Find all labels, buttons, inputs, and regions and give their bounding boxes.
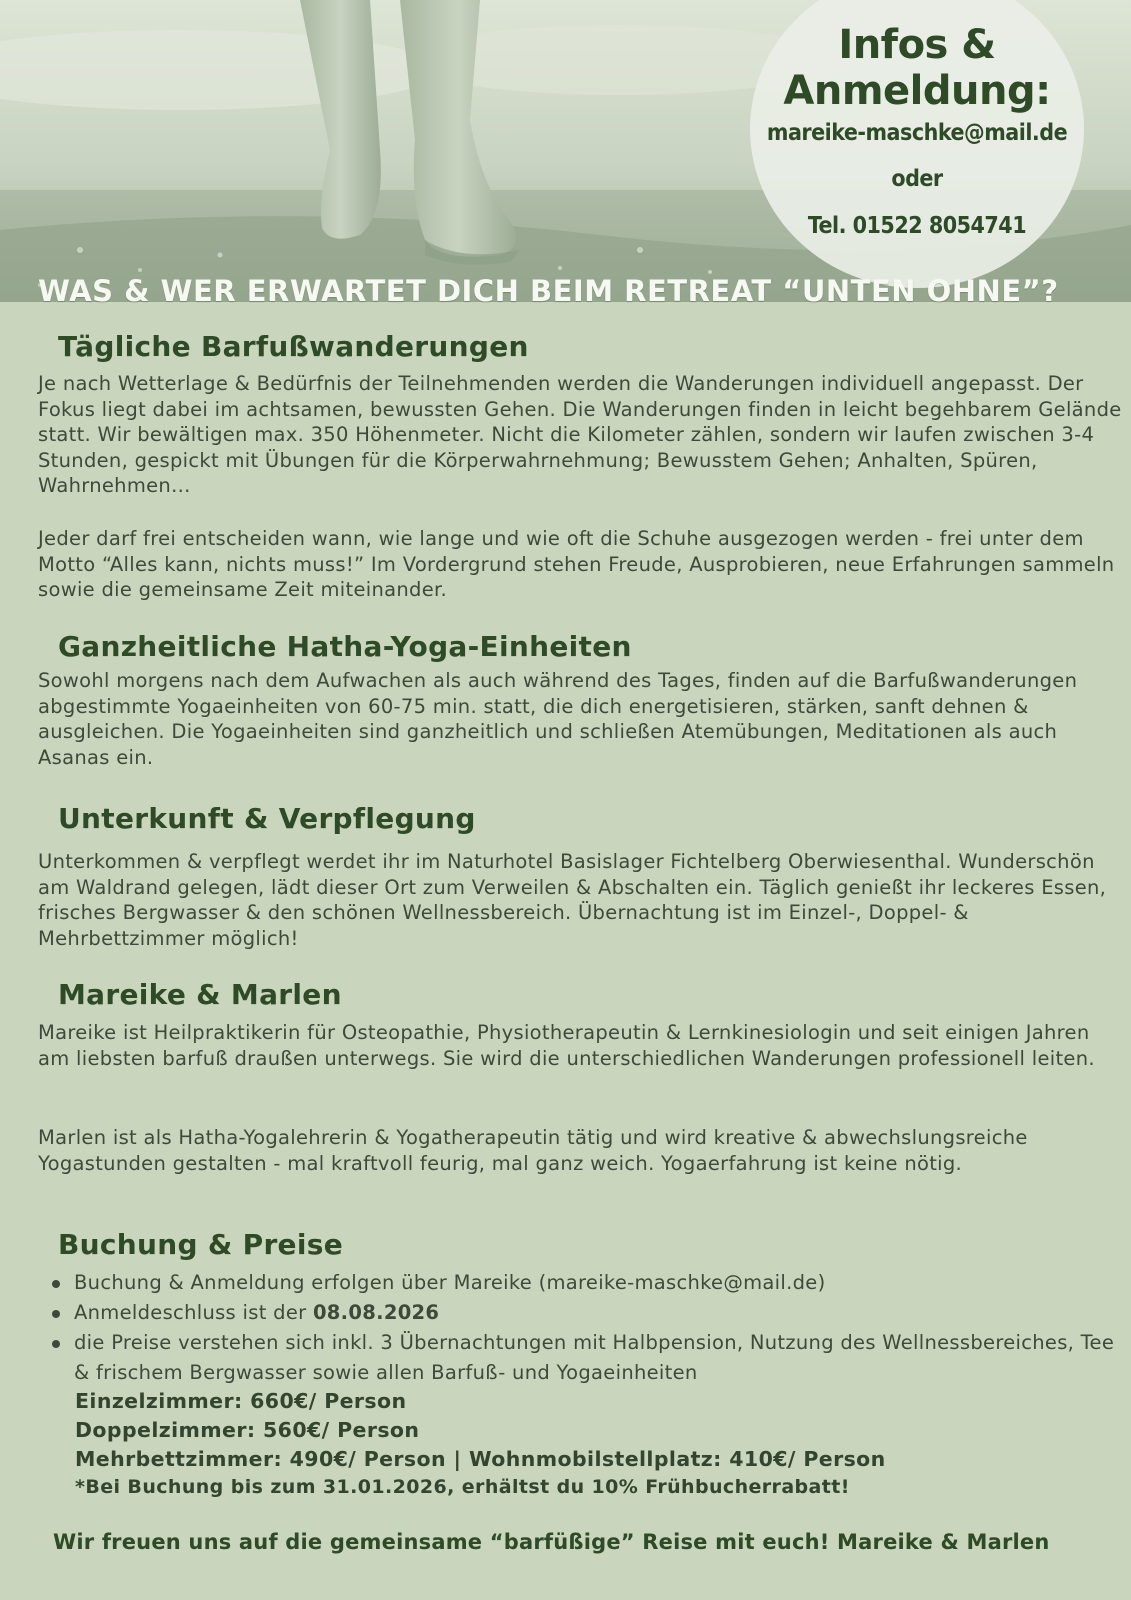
paragraph-barefoot-hikes-1: Je nach Wetterlage & Bedürfnis der Teilnehmenden werden die Wanderungen individuell angepasst. Der Fokus liegt dabei im achtsamen, bewussten Gehen. Die Wanderungen finden in leicht begehbarem Gelände statt. Wir bewältigen max. 350 Höhenmeter. Nicht die Kilometer zählen, sondern wir laufen zwischen 3-4 Stunden, gespickt mit Übungen für die Körperwahrnehmung; Bewusstem Gehen; Anhalten, Spüren, Wahrnehmen... [38,372,1122,497]
list-item [38,1298,1123,1328]
bullet-dot-icon [52,1340,60,1348]
info-title-line2: Anmeldung: [783,68,1051,114]
paragraph-yoga: Sowohl morgens nach dem Aufwachen als auch während des Tages, finden auf die Barfußwanderungen abgestimmte Yogaeinheiten von 60-75 min. statt, die dich energetisieren, stärken, sanft dehnen & ausgleichen. Die Yogaeinheiten sind ganzheitlich und schließen Atemübungen, Meditationen als auch Asanas ein. [38,669,1078,769]
contact-or-label: oder [891,166,943,192]
price-double-room: Doppelzimmer: 560€/ Person [75,1418,420,1442]
section-title-yoga: Ganzheitliche Hatha-Yoga-Einheiten [58,630,632,663]
price-multi-room-and-camper: Mehrbettzimmer: 490€/ Person | Wohnmobilstellplatz: 410€/ Person [75,1447,886,1471]
paragraph-barefoot-hikes-2: Jeder darf frei entscheiden wann, wie lange und wie oft die Schuhe ausgezogen werden - frei unter dem Motto “Alles kann, nichts muss!” Im Vordergrund stehen Freude, Ausprobieren, neue Erfahrungen sammeln sowie die gemeinsame Zeit miteinander. [38,527,1115,601]
section-title-barefoot-hikes: Tägliche Barfußwanderungen [58,330,529,363]
info-title [750,22,1084,114]
deadline-date: 08.08.2026 [312,1301,440,1324]
closing-line: Wir freuen uns auf die gemeinsame “barfüßige” Reise mit euch! Mareike & Marlen [53,1530,1050,1554]
paragraph-team-marlen: Marlen ist als Hatha-Yogalehrerin & Yogatherapeutin tätig und wird kreative & abwechslungsreiche Yogastunden gestalten - mal kraftvoll feurig, mal ganz weich. Yogaerfahrung ist keine nötig. [38,1126,1028,1175]
booking-info-text: Buchung & Anmeldung erfolgen über Mareike (mareike-maschke@mail.de) [74,1271,826,1294]
hero-image [0,0,1131,302]
price-inclusions-text: die Preise verstehen sich inkl. 3 Übernachtungen mit Halbpension, Nutzung des Wellnessbereiches, Tee & frischem Bergwasser sowie allen Barfuß- und Yogaeinheiten [74,1331,1115,1384]
deadline-label: Anmeldeschluss ist der [74,1301,313,1324]
section-title-team: Mareike & Marlen [58,978,342,1011]
early-bird-note: *Bei Buchung bis zum 31.01.2026, erhältst du 10% Frühbucherrabatt! [75,1476,850,1498]
contact-phone-link[interactable]: Tel. 01522 8054741 [807,213,1027,239]
section-title-booking: Buchung & Preise [58,1228,344,1261]
price-single-room: Einzelzimmer: 660€/ Person [75,1389,407,1413]
list-item [38,1328,1123,1388]
contact-email-link[interactable]: mareike-maschke@mail.de [766,120,1068,146]
info-title-line1: Infos & [838,22,996,68]
paragraph-accommodation: Unterkommen & verpflegt werdet ihr im Naturhotel Basislager Fichtelberg Oberwiesenthal. Wunderschön am Waldrand gelegen, lädt dieser Ort zum Verweilen & Abschalten ein. Täglich genießt ihr leckeres Essen, frisches Bergwasser & den schönen Wellnessbereich. Übernachtung ist im Einzel-, Doppel- & Mehrbettzimmer möglich! [38,850,1107,950]
paragraph-team-mareike: Mareike ist Heilpraktikerin für Osteopathie, Physiotherapeutin & Lernkinesiologin und seit einigen Jahren am liebsten barfuß draußen unterwegs. Sie wird die unterschiedlichen Wanderungen professionell leiten. [38,1021,1095,1070]
list-item [38,1268,1123,1298]
bullet-dot-icon [52,1310,60,1318]
main-heading: WAS & WER ERWARTET DICH BEIM RETREAT “UNTEN OHNE”? [38,274,1059,308]
bullet-dot-icon [52,1280,60,1288]
booking-list [38,1268,1123,1388]
section-title-accommodation: Unterkunft & Verpflegung [58,802,476,835]
